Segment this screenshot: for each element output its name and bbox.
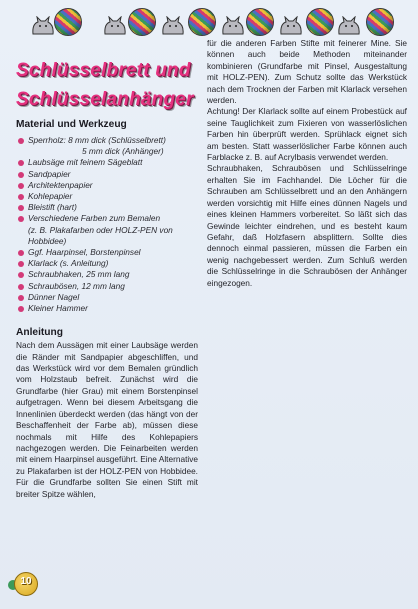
instructions-heading: Anleitung <box>16 327 63 339</box>
page-number-badge <box>6 570 38 596</box>
material-item: Architektenpapier <box>16 180 198 191</box>
instructions-paragraph-2: für die anderen Farben Stifte mit feinerer Mine. Sie können auch beide Methoden miteinander kombinieren (Grundfarbe mit Pinsel, Ausgestaltung mit HOLZ-PEN). Zum Schutz sollte das Werkstück nach dem Trocknen der Farben mit Klarlack versehen werden. <box>207 38 407 106</box>
material-item: 5 mm dick (Anhänger) <box>82 146 164 157</box>
material-item: Hobbidee) <box>28 235 67 246</box>
cat-icon <box>278 16 304 36</box>
material-item: Kleiner Hammer <box>16 303 198 314</box>
material-item: Schraubösen, 12 mm lang <box>16 281 198 292</box>
materials-heading: Material und Werkzeug <box>16 119 127 130</box>
page-number: 10 <box>20 576 32 587</box>
material-item: Schraubhaken, 25 mm lang <box>16 269 198 280</box>
material-item: Bleistift (hart) <box>16 202 198 213</box>
instructions-paragraph-4: Schraubhaken, Schraubösen und Schlüsselringe erhalten Sie im Fachhandel. Die Löcher für die Schrauben am Schlüsselbrett und an den Anhängern werden vorsichtig mit Hilfe eines dünnen Nagels und eines kleinen Hammers vorbereitet. So läßt sich das Gewinde leichter eindrehen, und es besteht kaum Gefahr, daß Holzfasern absplittern. Sollte dies dennoch einmal passieren, müssen die Farben ein wenig nachgebessert werden. Zum Schluß werden die Schlüsselringe in die Schraubösen der Anhänger eingezogen. <box>207 163 407 288</box>
material-item: Sperrholz: 8 mm dick (Schlüsselbrett) <box>16 135 198 146</box>
yarn-ball-icon <box>128 8 156 36</box>
instructions-paragraph-3: Achtung! Der Klarlack sollte auf einem Probestück auf seine Tauglichkeit zum Fixieren von wasserlöslichen Farben hin überprüft werden. Sprühlack eignet sich am besten. Statt wasserlöslicher Farbe können auch Farblacke z. B. auf Acrylbasis verwendet werden. <box>207 106 407 163</box>
yarn-ball-icon <box>246 8 274 36</box>
material-item: Klarlack (s. Anleitung) <box>16 258 198 269</box>
material-item: Sandpapier <box>16 169 198 180</box>
yarn-ball-icon <box>366 8 394 36</box>
cat-icon <box>336 16 362 36</box>
material-item: (z. B. Plakafarben oder HOLZ-PEN von <box>28 224 173 235</box>
material-item: Dünner Nagel <box>16 292 198 303</box>
materials-list <box>16 135 198 314</box>
cat-icon <box>220 16 246 36</box>
page-title <box>16 56 196 114</box>
cat-icon <box>160 16 186 36</box>
yarn-ball-icon <box>306 8 334 36</box>
decorative-border <box>10 6 410 42</box>
material-item: Verschiedene Farben zum Bemalen <box>16 213 198 224</box>
right-column <box>207 38 407 289</box>
material-item: Ggf. Haarpinsel, Borstenpinsel <box>16 247 198 258</box>
cat-icon <box>102 16 128 36</box>
left-column <box>16 118 198 500</box>
cat-icon <box>30 16 56 36</box>
yarn-ball-icon <box>188 8 216 36</box>
title-line-2: Schlüsselanhänger <box>16 89 194 110</box>
material-item: Kohlepapier <box>16 191 198 202</box>
material-item: Laubsäge mit feinem Sägeblatt <box>16 157 198 168</box>
title-line-1: Schlüsselbrett und <box>16 60 191 81</box>
yarn-ball-icon <box>54 8 82 36</box>
instructions-paragraph-1: Nach dem Aussägen mit einer Laubsäge werden die Ränder mit Sandpapier abgeschliffen, und das Werkstück wird vor dem Bemalen gründlich vom Holzstaub befreit. Zunächst wird die Grundfarbe (hier Grau) mit einem Borstenpinsel aufgetragen. Wenn bei diesem Arbeitsgang die Innenlinien überdeckt werden (das hängt von der Beschaffenheit der Farbe ab), müssen diese nochmals mit Hilfe des Kohlepapiers nachgezogen werden. Die Feinarbeiten werden mit einem Haarpinsel ausgeführt. Eine Alternative zu Plakafarben ist der HOLZ-PEN von Hobbidee. Für die Grundfarbe sollten Sie einen Stift mit breiter Spitze wählen, <box>16 340 198 499</box>
